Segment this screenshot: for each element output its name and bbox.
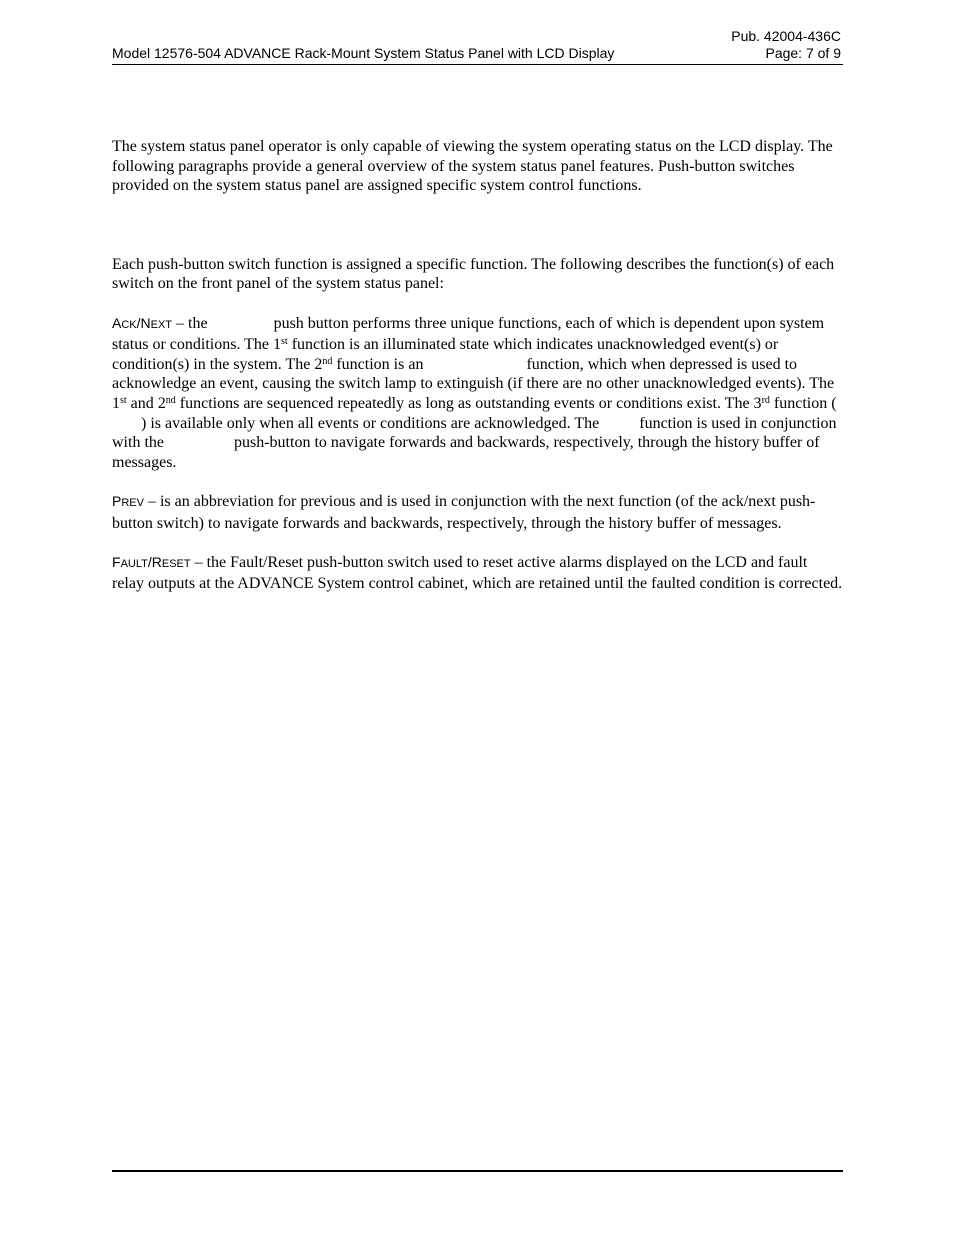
ack-next-term: ACK/NEXT	[112, 314, 173, 331]
ack-next-paragraph: ACK/NEXT – the push button performs three unique functions, each of which is dependent upon system status or conditions. The 1st function is an illuminated state which indicates unacknowledged event(s) or condition(s) in the system. The 2nd function is an function, which when depressed is used to acknowledge an event, causing the switch lamp to extinguish (if there are no other unacknowledged events). The 1st and 2nd functions are sequenced repeatedly as long as outstanding events or conditions exist. The 3rd function () is available only when all events or conditions are acknowledged. The function is used in conjunction with the push-button to navigate forwards and backwards, respectively, through the history buffer of messages.	[112, 314, 837, 471]
publication-number: Pub. 42004-436C	[731, 28, 841, 44]
section-gap	[112, 196, 843, 255]
header-divider	[112, 64, 843, 65]
page-number: Page: 7 of 9	[765, 45, 841, 61]
prev-term: PREV	[112, 492, 144, 509]
prev-paragraph: PREV – is an abbreviation for previous and is used in conjunction with the next function (of the ack/next push-button switch) to navigate forwards and backwards, respectively, through the history buffer of messages.	[112, 492, 816, 532]
footer-divider	[112, 1170, 843, 1172]
fault-reset-paragraph: FAULT/RESET – the Fault/Reset push-button switch used to reset active alarms displayed on the LCD and fault relay outputs at the ADVANCE System control cabinet, which are retained until the faulted condition is corrected.	[112, 553, 843, 593]
document-title: Model 12576-504 ADVANCE Rack-Mount System Status Panel with LCD Display	[112, 45, 615, 61]
document-body	[112, 137, 843, 594]
functions-intro-paragraph: Each push-button switch function is assigned a specific function. The following describes the function(s) of each switch on the front panel of the system status panel:	[112, 255, 835, 293]
fault-reset-term: FAULT/RESET	[112, 553, 191, 570]
intro-paragraph: The system status panel operator is only capable of viewing the system operating status on the LCD display. The following paragraphs provide a general overview of the system status panel features. Push-button switches provided on the system status panel are assigned specific system control functions.	[112, 138, 833, 195]
header-pub-row	[112, 28, 843, 45]
page-header	[112, 28, 843, 62]
paragraph-gap	[112, 533, 843, 553]
paragraph-gap	[112, 472, 843, 492]
header-title-row	[112, 45, 843, 62]
paragraph-gap	[112, 294, 843, 314]
